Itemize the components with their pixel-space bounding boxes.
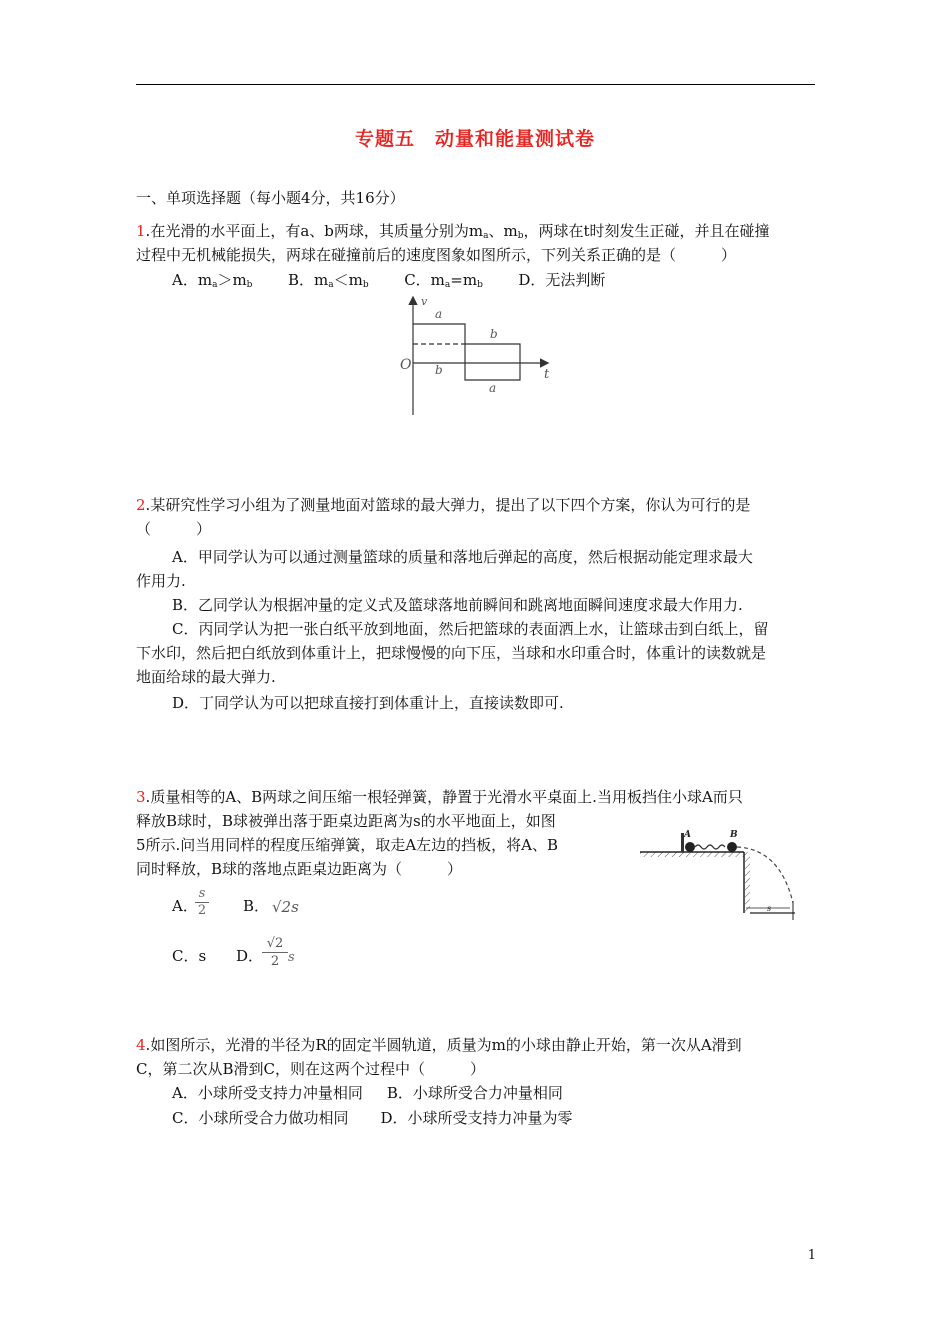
spring-table-figure (640, 825, 800, 925)
question-4-line-1: 4.如图所示，光滑的半径为R的固定半圆轨道，质量为m的小球由静止开始，第一次从A滑到 (136, 1036, 742, 1054)
question-1-line-2: 过程中无机械能损失，两球在碰撞前后的速度图象如图所示，下列关系正确的是（ ） (136, 246, 737, 264)
question-2-option-c-line-3: 地面给球的最大弹力. (136, 668, 276, 686)
question-2-line-1: 2.某研究性学习小组为了测量地面对篮球的最大弹力，提出了以下四个方案，你认为可行的是 (136, 496, 751, 514)
question-3-line-2: 释放B球时，B球被弹出落于距桌边距离为s的水平地面上，如图 (136, 812, 556, 830)
ball-a (685, 842, 695, 852)
question-2-option-a-line-1: A．甲同学认为可以通过测量篮球的质量和落地后弹起的高度，然后根据动能定理求最大 (172, 548, 753, 566)
question-1-option-b: B．$m_a<m_b$ (288, 271, 369, 290)
page-title: 专题五 动量和能量测试卷 (354, 128, 595, 150)
header-rule (136, 84, 815, 85)
question-4-option-a: A．小球所受支持力冲量相同 (172, 1084, 363, 1102)
label-b-before: b (435, 363, 443, 377)
question-2-option-c-line-1: C．丙同学认为把一张白纸平放到地面，然后把篮球的表面洒上水，让篮球击到白纸上，留 (172, 620, 769, 638)
question-3-number: 3 (136, 788, 146, 806)
question-2-option-c-line-2: 下水印，然后把白纸放到体重计上，把球慢慢的向下压，当球和水印重合时，体重计的读数就是 (136, 644, 767, 662)
question-2-line-2: （ ） (136, 520, 212, 538)
page-number: 1 (807, 1248, 816, 1263)
question-2-option-b: B．乙同学认为根据冲量的定义式及篮球落地前瞬间和跳离地面瞬间速度求最大作用力. (172, 596, 743, 614)
question-3-option-b-label: B． (243, 897, 270, 915)
series-a-line (413, 324, 520, 380)
series-b-after-line (465, 344, 520, 363)
question-1-option-a: A．$m_a>m_b$ (172, 271, 253, 290)
question-4-options-row-2 (172, 1107, 573, 1129)
question-3-line-1: 3.质量相等的A、B两球之间压缩一根轻弹簧，静置于光滑水平桌面上.当用板挡住小球A而只 (136, 788, 743, 806)
question-1-number: 1 (136, 222, 146, 240)
table-edge-hatch (745, 852, 750, 913)
question-4-option-d: D．小球所受支持力冲量为零 (380, 1109, 573, 1127)
question-3-option-a-fraction: $\frac{s}{2}$ (195, 886, 209, 919)
question-1-option-d: D．无法判断 (518, 271, 606, 289)
question-3-option-c: C．s (172, 947, 207, 965)
question-1-option-c: C．$m_a=m_b$ (404, 271, 483, 290)
label-b-after: b (490, 327, 498, 341)
question-4-number: 4 (136, 1036, 146, 1054)
question-3-option-d-fraction: $\frac{√2}{2}$ (262, 935, 288, 970)
question-4-option-b: B．小球所受合力冲量相同 (386, 1084, 563, 1102)
label-a-before: a (435, 307, 443, 321)
question-1-line-1: 1.在光滑的水平面上，有a、b两球，其质量分别为$m_a$、$m_b$，两球在t时刻发生正碰，并且在碰撞 (136, 222, 770, 241)
label-s: s (767, 904, 772, 913)
question-3-line-3: 5所示.问当用同样的程度压缩弹簧，取走A左边的挡板，将A、B (136, 836, 559, 854)
velocity-time-graph (395, 290, 555, 420)
ball-b (727, 842, 737, 852)
question-3-line-4: 同时释放，B球的落地点距桌边距离为（ ） (136, 860, 463, 878)
question-4-option-c: C．小球所受合力做功相同 (172, 1109, 349, 1127)
question-4-options-row-1 (172, 1082, 563, 1104)
section-heading: 一、单项选择题（每小题4分，共16分） (136, 189, 405, 207)
question-3-option-a-label: A． (172, 897, 198, 915)
question-3-option-d-s: s (288, 950, 295, 965)
label-a: A (684, 830, 691, 840)
t-axis-label: t (544, 367, 550, 382)
v-axis-label: v (421, 295, 428, 308)
label-b: B (730, 830, 738, 840)
question-3-option-d-label: D． (236, 947, 264, 965)
origin-label: O (400, 357, 412, 373)
spring (695, 845, 725, 849)
question-2-option-d: D．丁同学认为可以把球直接打到体重计上，直接读数即可. (172, 694, 564, 712)
question-2-option-a-line-2: 作用力. (136, 572, 186, 590)
question-4-line-2: C，第二次从B滑到C，则在这两个过程中（ ） (136, 1060, 485, 1078)
question-3-option-b-value: √2s (272, 898, 299, 916)
label-a-after: a (489, 381, 497, 395)
question-2-number: 2 (136, 496, 146, 514)
